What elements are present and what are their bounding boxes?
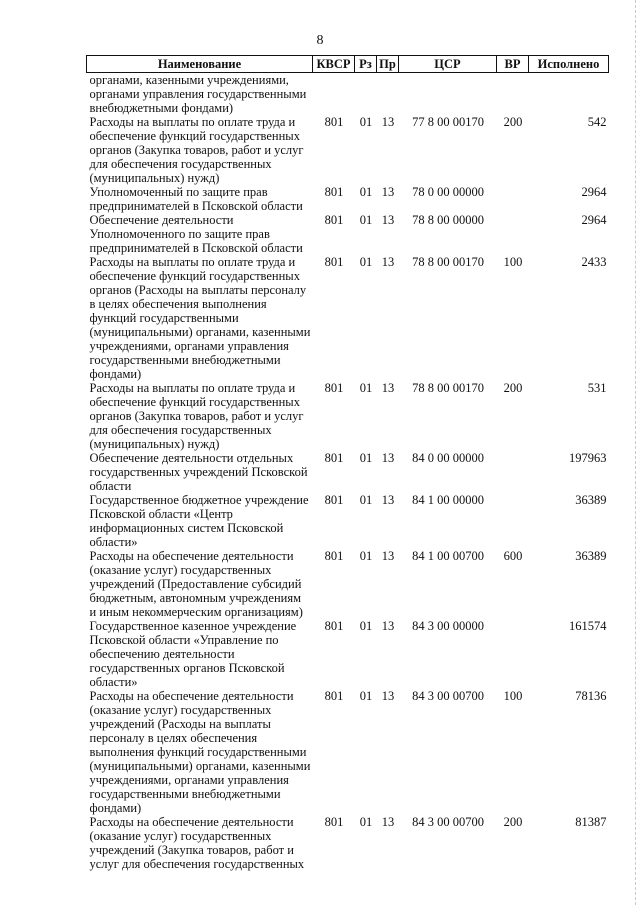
cell-isp: 2964: [581, 185, 607, 199]
cell-kvsr: 801: [324, 619, 344, 633]
cell-vr: [497, 185, 529, 213]
cell-kvsr: 801: [324, 255, 344, 269]
cell-kvsr: [313, 73, 355, 116]
cell-csr: 84 3 00 00000: [412, 619, 484, 633]
cell-name: Расходы на обеспечение деятельности (оказание услуг) государственных учреждений (Расходы на выплаты персоналу в целях обеспечения выполнения функций государственными (муниципальными) органами, казенными учреждениями, органами управления государственными внебюджетными фондами): [89, 689, 311, 815]
cell-rz: 01: [359, 381, 373, 395]
cell-vr: 200: [503, 381, 523, 395]
table-row: [87, 451, 609, 493]
cell-vr: [497, 451, 529, 493]
cell-pr: 13: [381, 255, 395, 269]
cell-rz: 01: [359, 451, 373, 465]
cell-kvsr: 801: [324, 213, 344, 227]
cell-pr: 13: [381, 451, 395, 465]
cell-pr: 13: [381, 185, 395, 199]
cell-csr: 78 8 00 00170: [412, 255, 484, 269]
cell-kvsr: 801: [324, 493, 344, 507]
cell-name: Расходы на выплаты по оплате труда и обеспечение функций государственных органов (Закупка товаров, работ и услуг для обеспечения государственных (муниципальных) нужд): [89, 115, 304, 185]
table-row: [87, 73, 609, 116]
table-row: [87, 185, 609, 213]
cell-isp: 161574: [569, 619, 607, 633]
cell-rz: 01: [359, 619, 373, 633]
cell-name: Государственное бюджетное учреждение Псковской области «Центр информационных систем Псковской области»: [89, 493, 309, 549]
header-rz: Рз: [355, 56, 377, 73]
cell-vr: [497, 493, 529, 549]
cell-csr: 84 1 00 00000: [412, 493, 484, 507]
cell-csr: 84 3 00 00700: [412, 689, 484, 703]
cell-rz: 01: [359, 255, 373, 269]
table-row: [87, 115, 609, 185]
cell-vr: 200: [503, 815, 523, 829]
table-row: [87, 549, 609, 619]
table-row: [87, 689, 609, 815]
header-vr: ВР: [497, 56, 529, 73]
cell-pr: 13: [381, 619, 395, 633]
header-name: Наименование: [87, 56, 313, 73]
cell-vr: 200: [503, 115, 523, 129]
cell-vr: 600: [503, 549, 523, 563]
cell-isp: 2964: [581, 213, 607, 227]
cell-csr: 78 8 00 00000: [412, 213, 484, 227]
cell-name: Расходы на обеспечение деятельности (оказание услуг) государственных учреждений (Закупка товаров, работ и услуг для обеспечения государственных: [89, 815, 305, 871]
cell-pr: 13: [381, 493, 395, 507]
cell-rz: 01: [359, 493, 373, 507]
cell-isp: 78136: [575, 689, 607, 703]
cell-isp: 531: [587, 381, 607, 395]
header-pr: Пр: [377, 56, 399, 73]
table-body: [87, 73, 609, 872]
cell-pr: 13: [381, 115, 395, 129]
cell-pr: 13: [381, 213, 395, 227]
cell-name: Уполномоченный по защите прав предпринимателей в Псковской области: [89, 185, 303, 213]
header-kvsr: КВСР: [313, 56, 355, 73]
cell-csr: 84 0 00 00000: [412, 451, 484, 465]
page-number: 8: [316, 33, 324, 48]
cell-pr: 13: [381, 549, 395, 563]
table-row: [87, 815, 609, 871]
cell-kvsr: 801: [324, 549, 344, 563]
cell-isp: 36389: [575, 549, 607, 563]
cell-isp: [529, 73, 609, 116]
cell-kvsr: 801: [324, 381, 344, 395]
cell-rz: 01: [359, 115, 373, 129]
cell-isp: 197963: [569, 451, 607, 465]
cell-name: Расходы на выплаты по оплате труда и обеспечение функций государственных органов (Расходы на выплаты персоналу в целях обеспечения выполнения функций государственными (муниципальными) органами, казенными учреждениями, органами управления государственными внебюджетными фондами): [89, 255, 311, 381]
cell-csr: [399, 73, 497, 116]
cell-pr: [377, 73, 399, 116]
cell-vr: 100: [503, 255, 523, 269]
cell-vr: 100: [503, 689, 523, 703]
cell-kvsr: 801: [324, 185, 344, 199]
cell-rz: 01: [359, 213, 373, 227]
cell-pr: 13: [381, 815, 395, 829]
cell-vr: [497, 73, 529, 116]
cell-rz: 01: [359, 689, 373, 703]
cell-isp: 81387: [575, 815, 607, 829]
cell-kvsr: 801: [324, 689, 344, 703]
header-isp: Исполнено: [529, 56, 609, 73]
cell-kvsr: 801: [324, 451, 344, 465]
cell-isp: 542: [587, 115, 607, 129]
table-header: [87, 56, 609, 73]
header-csr: ЦСР: [399, 56, 497, 73]
cell-csr: 78 0 00 00000: [412, 185, 484, 199]
cell-name: Обеспечение деятельности Уполномоченного по защите прав предпринимателей в Псковской области: [89, 213, 303, 255]
cell-vr: [497, 619, 529, 689]
cell-pr: 13: [381, 689, 395, 703]
cell-rz: [355, 73, 377, 116]
cell-vr: [497, 213, 529, 255]
table-row: [87, 213, 609, 255]
table-row: [87, 619, 609, 689]
cell-rz: 01: [359, 185, 373, 199]
cell-name: органами, казенными учреждениями, органами управления государственными внебюджетными фондами): [89, 73, 307, 115]
table-row: [87, 493, 609, 549]
cell-csr: 84 3 00 00700: [412, 815, 484, 829]
cell-name: Государственное казенное учреждение Псковской области «Управление по обеспечению деятельности государственных органов Псковской области»: [89, 619, 297, 689]
cell-csr: 84 1 00 00700: [412, 549, 484, 563]
scan-edge-line: [634, 0, 636, 905]
table-row: [87, 381, 609, 451]
cell-name: Обеспечение деятельности отдельных государственных учреждений Псковской области: [89, 451, 308, 493]
cell-isp: 2433: [581, 255, 607, 269]
cell-kvsr: 801: [324, 115, 344, 129]
cell-isp: 36389: [575, 493, 607, 507]
cell-name: Расходы на обеспечение деятельности (оказание услуг) государственных учреждений (Предоставление субсидий бюджетным, автономным учреждениям и иным некоммерческим организациям): [89, 549, 303, 619]
cell-name: Расходы на выплаты по оплате труда и обеспечение функций государственных органов (Закупка товаров, работ и услуг для обеспечения государственных (муниципальных) нужд): [89, 381, 304, 451]
cell-kvsr: 801: [324, 815, 344, 829]
cell-rz: 01: [359, 549, 373, 563]
budget-execution-table: [86, 55, 609, 871]
cell-pr: 13: [381, 381, 395, 395]
cell-csr: 78 8 00 00170: [412, 381, 484, 395]
cell-csr: 77 8 00 00170: [412, 115, 484, 129]
table-row: [87, 255, 609, 381]
cell-rz: 01: [359, 815, 373, 829]
